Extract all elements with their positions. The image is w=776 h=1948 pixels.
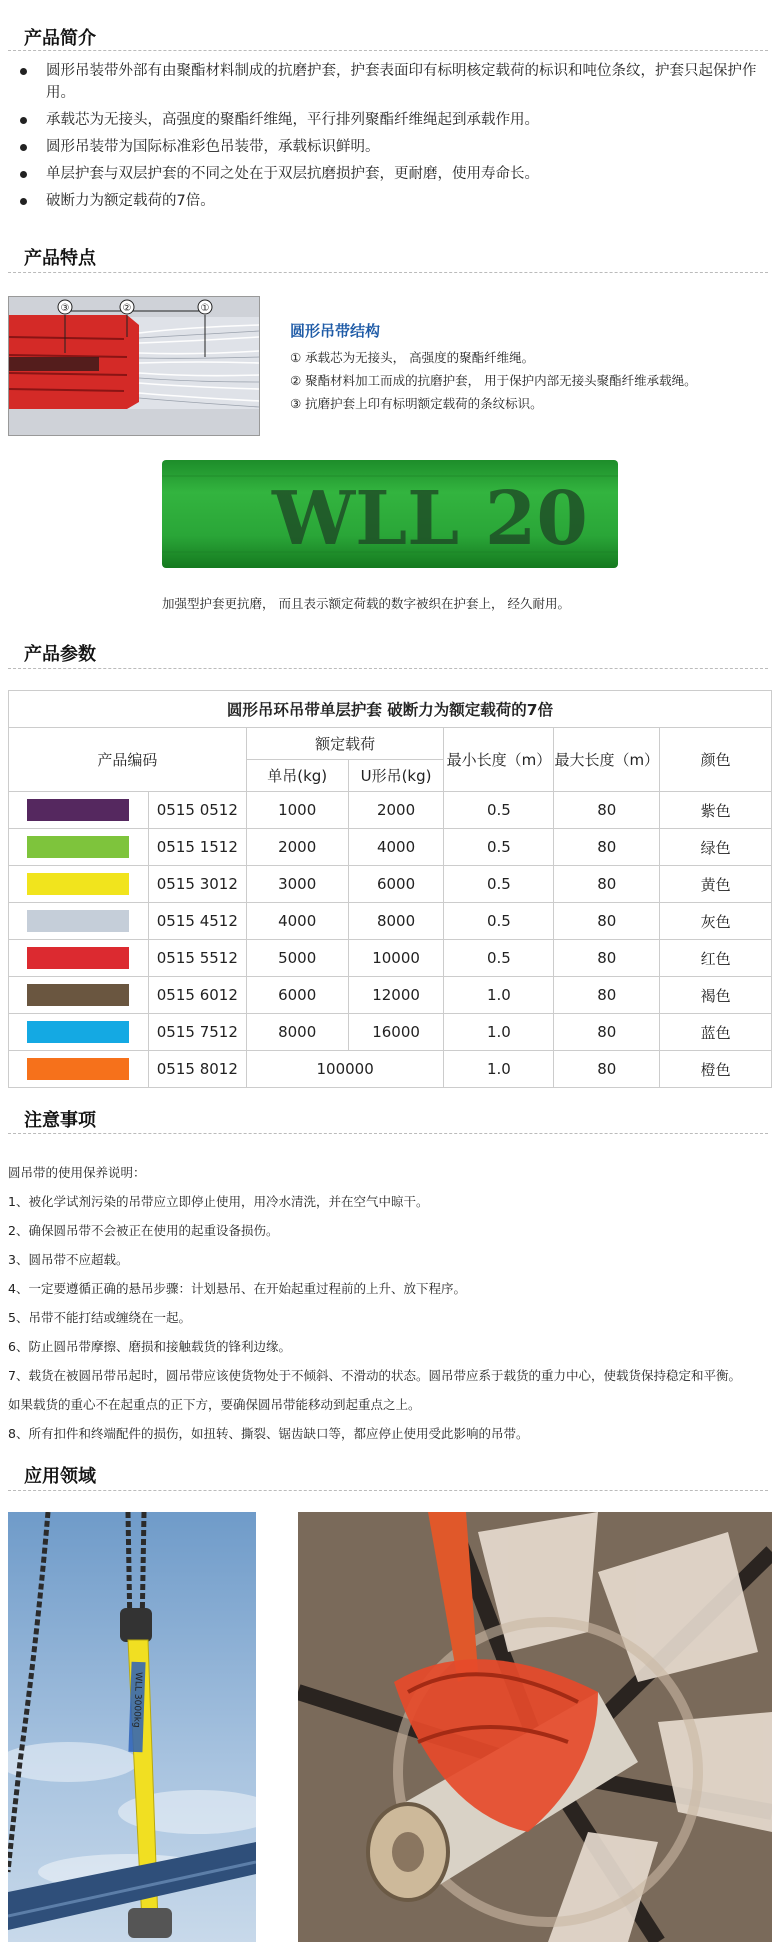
color-swatch-cell [9, 977, 149, 1014]
features-section-title: 产品特点 [24, 248, 96, 269]
u-lift-load-cell: 6000 [348, 866, 444, 903]
section-divider [8, 668, 768, 669]
bullet-dot-icon [20, 68, 27, 75]
color-swatch-cell [9, 940, 149, 977]
single-lift-load-cell: 6000 [246, 977, 348, 1014]
table-row [9, 866, 772, 903]
table-row [9, 1014, 772, 1051]
bullet-dot-icon [20, 144, 27, 151]
color-name-cell: 黄色 [660, 866, 772, 903]
cable-drum-red-sling-photo [298, 1512, 772, 1942]
color-swatch-cell [9, 1014, 149, 1051]
max-length-cell: 80 [554, 940, 660, 977]
note-line: 1、被化学试剂污染的吊带应立即停止使用，用冷水清洗，并在空气中晾干。 [8, 1194, 429, 1209]
product-code-cell: 0515 6012 [148, 977, 246, 1014]
max-length-cell: 80 [554, 1014, 660, 1051]
color-swatch [27, 947, 129, 969]
intro-bullet: 单层护套与双层护套的不同之处在于双层抗磨损护套，更耐磨，使用寿命长。 [14, 163, 766, 185]
min-length-cell: 0.5 [444, 866, 554, 903]
product-code-cell: 0515 4512 [148, 903, 246, 940]
max-length-cell: 80 [554, 866, 660, 903]
min-length-cell: 0.5 [444, 792, 554, 829]
min-length-cell: 1.0 [444, 1014, 554, 1051]
min-length-cell: 0.5 [444, 940, 554, 977]
product-code-cell: 0515 3012 [148, 866, 246, 903]
params-section-title: 产品参数 [24, 644, 96, 665]
single-lift-load-cell: 1000 [246, 792, 348, 829]
rated-load-cell: 100000 [246, 1051, 444, 1088]
single-lift-load-cell: 3000 [246, 866, 348, 903]
green-sling-caption: 加强型护套更抗磨， 而且表示额定荷载的数字被织在护套上， 经久耐用。 [162, 596, 570, 611]
note-line: 4、一定要遵循正确的悬吊步骤：计划悬吊、在开始起重过程前的上升、放下程序。 [8, 1281, 466, 1296]
color-swatch [27, 1021, 129, 1043]
structure-item: ③ 抗磨护套上印有标明额定载荷的条纹标识。 [290, 396, 543, 411]
header-min-length: 最小长度（m） [444, 728, 554, 792]
max-length-cell: 80 [554, 792, 660, 829]
intro-bullet-list [14, 60, 766, 217]
color-name-cell: 橙色 [660, 1051, 772, 1088]
structure-item-list [290, 346, 697, 415]
u-lift-load-cell: 2000 [348, 792, 444, 829]
u-lift-load-cell: 16000 [348, 1014, 444, 1051]
wll-woven-label: WLL 20 [272, 476, 588, 562]
crane-chain-yellow-sling-photo [8, 1512, 256, 1942]
header-color: 颜色 [660, 728, 772, 792]
max-length-cell: 80 [554, 903, 660, 940]
table-row [9, 1051, 772, 1088]
color-swatch-cell [9, 1051, 149, 1088]
color-swatch-cell [9, 903, 149, 940]
intro-section-title: 产品简介 [24, 28, 96, 49]
color-swatch-cell [9, 792, 149, 829]
sling-structure-illustration [8, 296, 260, 436]
min-length-cell: 1.0 [444, 977, 554, 1014]
note-line: 5、吊带不能打结或缠绕在一起。 [8, 1310, 191, 1325]
color-name-cell: 蓝色 [660, 1014, 772, 1051]
min-length-cell: 1.0 [444, 1051, 554, 1088]
section-divider [8, 1490, 768, 1491]
notes-list [8, 1158, 772, 1448]
callout-2-label: ② [122, 303, 132, 314]
bullet-dot-icon [20, 117, 27, 124]
note-line: 7、载货在被圆吊带吊起时，圆吊带应该使货物处于不倾斜、不滑动的状态。圆吊带应系于载货的重力中心，使载货保持稳定和平衡。 [8, 1368, 741, 1383]
note-line: 如果载货的重心不在起重点的正下方，要确保圆吊带能移动到起重点之上。 [8, 1397, 421, 1412]
structure-item: ① 承载芯为无接头， 高强度的聚酯纤维绳。 [290, 350, 535, 365]
structure-title: 圆形吊带结构 [290, 322, 381, 340]
product-code-cell: 0515 0512 [148, 792, 246, 829]
callout-3-label: ③ [60, 303, 70, 314]
table-row [9, 977, 772, 1014]
u-lift-load-cell: 4000 [348, 829, 444, 866]
max-length-cell: 80 [554, 829, 660, 866]
color-swatch-cell [9, 866, 149, 903]
section-divider [8, 1133, 768, 1134]
header-single-lift: 单吊(kg) [246, 760, 348, 792]
product-code-cell: 0515 1512 [148, 829, 246, 866]
note-line: 6、防止圆吊带摩擦、磨损和接触载货的锋利边缘。 [8, 1339, 291, 1354]
header-max-length: 最大长度（m） [554, 728, 660, 792]
table-title: 圆形吊环吊带单层护套 破断力为额定载荷的7倍 [9, 691, 772, 728]
table-row [9, 792, 772, 829]
max-length-cell: 80 [554, 977, 660, 1014]
yellow-sling-label: WLL 3000kg [131, 1671, 143, 1728]
min-length-cell: 0.5 [444, 903, 554, 940]
single-lift-load-cell: 2000 [246, 829, 348, 866]
u-lift-load-cell: 10000 [348, 940, 444, 977]
single-lift-load-cell: 4000 [246, 903, 348, 940]
header-rated-load: 额定载荷 [246, 728, 444, 760]
applications-section-title: 应用领域 [24, 1466, 96, 1487]
section-divider [8, 50, 768, 51]
color-swatch [27, 799, 129, 821]
note-line: 3、圆吊带不应超载。 [8, 1252, 129, 1267]
table-row [9, 940, 772, 977]
table-row [9, 829, 772, 866]
single-lift-load-cell: 8000 [246, 1014, 348, 1051]
bullet-dot-icon [20, 171, 27, 178]
color-swatch [27, 910, 129, 932]
table-row [9, 903, 772, 940]
color-name-cell: 灰色 [660, 903, 772, 940]
header-u-lift: U形吊(kg) [348, 760, 444, 792]
product-code-cell: 0515 7512 [148, 1014, 246, 1051]
header-product-code: 产品编码 [9, 728, 247, 792]
product-code-cell: 0515 5512 [148, 940, 246, 977]
color-swatch [27, 836, 129, 858]
structure-item: ② 聚酯材料加工而成的抗磨护套， 用于保护内部无接头聚酯纤维承载绳。 [290, 373, 697, 388]
color-swatch [27, 984, 129, 1006]
intro-bullet: 承载芯为无接头，高强度的聚酯纤维绳，平行排列聚酯纤维绳起到承载作用。 [14, 109, 766, 131]
color-swatch [27, 1058, 129, 1080]
color-name-cell: 红色 [660, 940, 772, 977]
parameter-table [8, 690, 772, 1088]
intro-bullet: 圆形吊装带外部有由聚酯材料制成的抗磨护套，护套表面印有标明核定载荷的标识和吨位条纹，护套只起保护作用。 [14, 60, 766, 104]
intro-bullet: 圆形吊装带为国际标准彩色吊装带，承载标识鲜明。 [14, 136, 766, 158]
single-lift-load-cell: 5000 [246, 940, 348, 977]
color-name-cell: 褐色 [660, 977, 772, 1014]
bullet-dot-icon [20, 198, 27, 205]
max-length-cell: 80 [554, 1051, 660, 1088]
note-line: 圆吊带的使用保养说明： [8, 1165, 146, 1180]
note-line: 8、所有扣件和终端配件的损伤，如扭转、撕裂、锯齿缺口等，都应停止使用受此影响的吊带。 [8, 1426, 529, 1441]
green-sling-photo [162, 456, 618, 572]
u-lift-load-cell: 12000 [348, 977, 444, 1014]
note-line: 2、确保圆吊带不会被正在使用的起重设备损伤。 [8, 1223, 279, 1238]
u-lift-load-cell: 8000 [348, 903, 444, 940]
callout-1-label: ① [200, 303, 210, 314]
color-swatch [27, 873, 129, 895]
color-name-cell: 紫色 [660, 792, 772, 829]
color-swatch-cell [9, 829, 149, 866]
section-divider [8, 272, 768, 273]
product-code-cell: 0515 8012 [148, 1051, 246, 1088]
notes-section-title: 注意事项 [24, 1110, 96, 1131]
color-name-cell: 绿色 [660, 829, 772, 866]
min-length-cell: 0.5 [444, 829, 554, 866]
intro-bullet: 破断力为额定载荷的7倍。 [14, 190, 766, 212]
